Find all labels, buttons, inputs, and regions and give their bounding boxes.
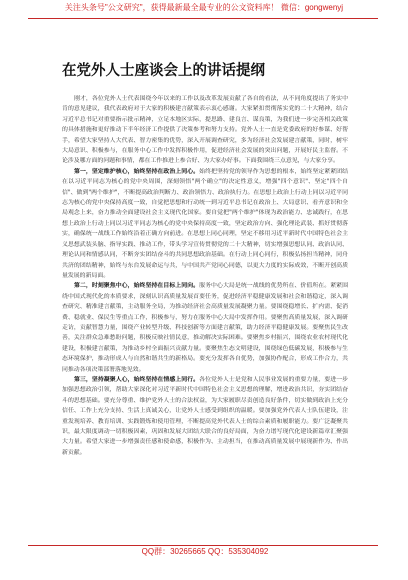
paragraph-text: 服务中心大局是统一战线的优势所在、价值所在。紧紧围绕中国式现代化的本质要求，深刻认识高质量发展首要任务，促进经济平稳健康发展和社会和谐稳定，深入调查研究、精准建言献策，主动服务全局，为推动经济社会高质量发展凝聚力量。要围绕稳增长、扩内需、促消费、稳就业、保民生等重点工作，积极参与，努力在服务中心大局中发挥作用。要聚焦高质量发展，深入调研走访，贡献智慧力量，围绕产业转型升级、科技创新等方面建言献策，助力经济平稳健康发展。要聚焦民生改善，关注群众急难愁盼问题，积极反映社情民意，推动解决实际困难。要聚焦乡村振兴，围绕农业农村现代化建设，积极建言献策，为推动乡村全面振兴贡献力量。要聚焦生态文明建设，围绕绿色低碳发展，积极参与生态环境保护，推动形成人与自然和谐共生的新格局。要充分发挥各自优势，加强协作配合，形成工作合力，共同推动各项决策部署落地见效。 xyxy=(62,283,348,373)
paragraph-text: 刚才，各位党外人士代表围绕今年以来的工作以及改革发展贡献了各自的看法，从不同角度提出了务实中肯的意见建议，我代表政府对于大家的积极建言献策表示衷心感谢。大家紧扣贯彻落实党的二十大精神，结合习近平总书记对重要指示批示精神，立足本地区实际，提思路、建良言、谋良策，为我们进一步完善相关政策的具体措施和更好推动下半年经济工作提供了决策参考和努力支持。党外人士一直是党委政府的好参谋、好帮手，希望大家坚持人大代表、智力密集的优势，深入开展调查研究，多为经济社会发展建言献策，同时，树牢大局意识、积极参与，在服务中心工作中发挥积极作用，促进经济社会发展的突出问题，开展好民主监督。不论涉及哪方面的问题和事情，都在工作推进上参合好、为大家办好事。下面我围绕三点意见，与大家分享。 xyxy=(62,96,348,165)
paragraph-text: 始终把坚持党的领导作为思想的根本，始终坚定紧紧团结在以习近平同志为核心的党中央周围，深刻领悟"两个确立"的决定性意义，增强"四个意识"、坚定"四个自信"、做到"两个维护"，不断提高政治判断力、政治领悟力、政治执行力。在思想上政治上行动上同以习近平同志为核心的党中央保持高度一致，自觉把思想和行动统一到习近平总书记在政治上、大局意识、看齐意识和全局观念上来，奋力推动全面建设社会主义现代化国家。要自觉把"两个维护"体现为政治能力、忠诚践行，在思想上政治上行动上同以习近平同志为核心的党中央保持高度一致，坚定政治方向、强化理论武装、抓好贯彻落实，确保统一战线工作始终沿着正确方向前进。在思想上同心同理，坚定不移用习近平新时代中国特色社会主义思想武装头脑、指导实践、推动工作，带头学习宣传贯彻党的二十大精神，切实增强思想认同、政治认同、理论认同和情感认同，不断夯实团结奋斗的共同思想政治基础。在行动上同心同行，积极弘扬担当精神，同舟共济的团结精神，始终与东台发展命运与共，与中国共产党同心同德，以更大力度的实际成效，不断开创高质量发展的新局面。 xyxy=(62,168,348,279)
section-heading: 第二，时刻聚焦中心，始终坚持在目标上同向。 xyxy=(74,283,200,290)
paragraph-section-3 xyxy=(62,375,348,458)
paragraph-section-2 xyxy=(62,281,348,375)
page-footer xyxy=(0,545,408,565)
section-heading: 第一，坚定维护核心，始终坚持在政治上同心。 xyxy=(74,168,200,175)
paragraph-intro xyxy=(62,94,348,167)
header-promo-text: 关注头条号"公文研究"，获得最新最全最专业的公文资料库！ 微信：gongwenyj xyxy=(64,3,344,12)
paragraph-text: 各位党外人士是党和人民事业发展的重要力量，要进一步加强思想政治引领，帮助大家深化对习近平新时代中国特色社会主义思想的理解，增进政治共识，夯实团结奋斗的思想基础。要充分尊重、维护党外人士的合法权益，为大家履职尽责创造良好条件，切实做到政治上充分信任、工作上充分支持、生活上真诚关心，让党外人士感受到组织的温暖。要加强党外代表人士队伍建设，注重发现培养、教育培训、实践锻炼和使用管理，不断提高党外代表人士的综合素质和履职能力。要广泛凝聚共识，最大限度调动一切积极因素，巩固和发展大团结大联合的良好局面，为奋力谱写现代化建设新篇章汇聚强大力量。希望大家进一步增强责任感和使命感，积极作为、主动担当，在推动高质量发展中展现新作为、作出新贡献。 xyxy=(62,376,348,456)
page-header xyxy=(0,0,408,30)
footer-divider xyxy=(28,545,378,546)
paragraph-section-1 xyxy=(62,167,348,281)
footer-contact-text: QQ群：30265665 QQ：535304092 xyxy=(141,547,269,556)
document-title: 在党外人士座谈会上的讲话提纲 xyxy=(62,63,265,79)
header-divider xyxy=(28,18,378,19)
document-body xyxy=(62,94,348,532)
section-heading: 第三，坚持凝聚人心，始终坚持在情感上同行。 xyxy=(74,376,200,383)
